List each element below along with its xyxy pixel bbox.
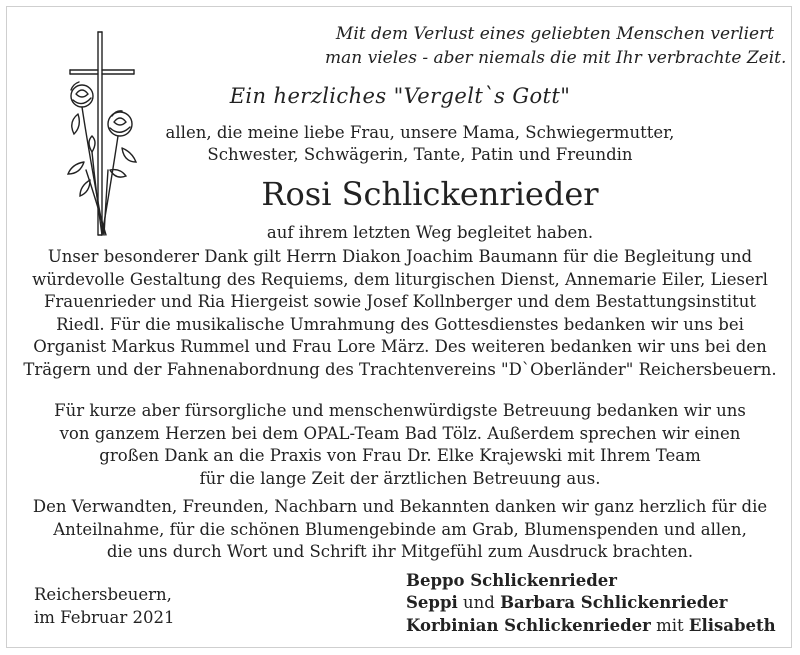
paragraph-line: Frauenrieder und Ria Hiergeist sowie Josef Kollnberger und dem Bestattungsinstitut xyxy=(43,292,757,312)
family-row-1 xyxy=(406,570,776,592)
memorial-quote xyxy=(325,22,785,70)
conjunction-text: und xyxy=(463,593,495,613)
family-row-3 xyxy=(406,615,776,637)
cross-with-roses-icon xyxy=(62,30,152,240)
paragraph-line: Für kurze aber fürsorgliche und menschenwürdigste Betreuung bedanken wir uns xyxy=(54,401,746,420)
paragraph-line: Trägern und der Fahnenabordnung des Trachtenvereins "D`Oberländer" Reichersbeuern. xyxy=(23,359,777,379)
acknowledgement-paragraph-2 xyxy=(20,400,780,490)
family-signatures xyxy=(406,570,776,637)
quote-line-2: man vieles - aber niemals die mit Ihr verbrachte Zeit. xyxy=(325,48,787,68)
family-member-name: Elisabeth xyxy=(688,615,776,635)
acknowledgement-paragraph-3 xyxy=(20,496,780,564)
paragraph-line: Riedl. Für die musikalische Umrahmung des Gottesdienstes bedanken wir uns bei xyxy=(56,314,744,334)
paragraph-line: Organist Markus Rummel und Frau Lore März. Des weiteren bedanken wir uns bei den xyxy=(33,337,767,357)
family-member-name: Korbinian Schlickenrieder xyxy=(406,615,651,635)
paragraph-line: Den Verwandten, Freunden, Nachbarn und Bekannten danken wir ganz herzlich für die xyxy=(32,497,768,516)
intro-text xyxy=(140,122,700,166)
acknowledgement-paragraph-1 xyxy=(20,246,780,382)
subtitle-line: auf ihrem letzten Weg begleitet haben. xyxy=(266,223,594,242)
family-member-name: Barbara Schlickenrieder xyxy=(500,593,728,613)
paragraph-line: würdevolle Gestaltung des Requiems, dem liturgischen Dienst, Annemarie Eiler, Lieserl xyxy=(32,269,768,289)
paragraph-line: großen Dank an die Praxis von Frau Dr. Elke Krajewski mit Ihrem Team xyxy=(99,446,701,466)
intro-line-1: allen, die meine liebe Frau, unsere Mama, Schwiegermutter, xyxy=(165,123,675,142)
paragraph-line: die uns durch Wort und Schrift ihr Mitgefühl zum Ausdruck brachten. xyxy=(106,542,694,562)
paragraph-line: von ganzem Herzen bei dem OPAL-Team Bad Tölz. Außerdem sprechen wir einen xyxy=(59,423,741,443)
family-row-2 xyxy=(406,592,776,614)
family-member-name: Seppi xyxy=(406,593,458,613)
deceased-name: Rosi Schlickenrieder xyxy=(261,175,599,213)
thanks-heading: Ein herzliches "Vergelt`s Gott" xyxy=(229,84,571,108)
place-line: Reichersbeuern, xyxy=(34,585,172,604)
intro-line-2: Schwester, Schwägerin, Tante, Patin und Freundin xyxy=(207,145,633,164)
family-member-name: Beppo Schlickenrieder xyxy=(406,571,617,590)
quote-line-1: Mit dem Verlust eines geliebten Menschen verliert xyxy=(335,24,775,44)
date-line: im Februar 2021 xyxy=(34,607,175,627)
paragraph-line: Unser besonderer Dank gilt Herrn Diakon Joachim Baumann für die Begleitung und xyxy=(47,247,753,266)
paragraph-line: Anteilnahme, für die schönen Blumengebinde am Grab, Blumenspenden und allen, xyxy=(53,519,747,539)
conjunction-text: mit xyxy=(656,615,684,635)
paragraph-line: für die lange Zeit der ärztlichen Betreuung aus. xyxy=(199,468,601,488)
place-and-date xyxy=(34,584,175,629)
